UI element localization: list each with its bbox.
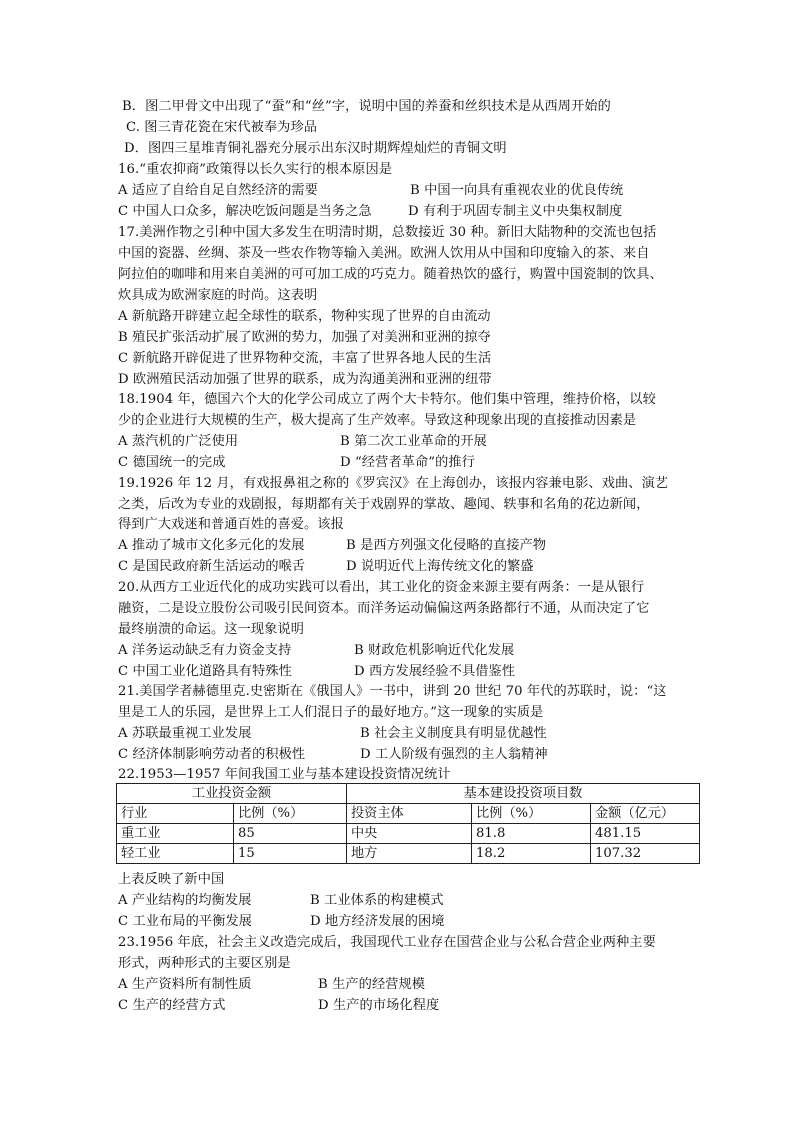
q20-options-row1	[118, 640, 515, 661]
table-header-cell: 比例（%）	[234, 804, 347, 824]
table-group-header-industrial: 工业投资金额	[117, 784, 347, 804]
q19-options-row2	[118, 556, 534, 577]
q22-option-b: B 工业体系的构建模式	[310, 893, 444, 908]
q23-stem-line1: 23.1956 年底，社会主义改造完成后，我国现代工业存在国营企业与公私合营企业两种主要	[118, 935, 656, 950]
q18-option-b: B 第二次工业革命的开展	[340, 434, 487, 449]
q22-options-row1	[118, 890, 444, 911]
q17-option-d: D 欧洲殖民活动加强了世界的联系，成为沟通美洲和亚洲的纽带	[118, 372, 492, 387]
q17-stem-line3: 阿拉伯的咖啡和用来自美洲的可可加工成的巧克力。随着热饮的盛行，购置中国瓷制的饮具、	[118, 267, 663, 282]
q23-option-c: C 生产的经营方式	[118, 998, 226, 1013]
q22-investment-table	[116, 783, 700, 864]
q23-option-a: A 生产资料所有制性质	[118, 977, 252, 992]
table-group-header-construction: 基本建设投资项目数	[347, 784, 700, 804]
q22-option-d: D 地方经济发展的困境	[310, 914, 445, 929]
q19-option-b: B 是西方列强文化侵略的直接产物	[346, 538, 547, 553]
q16-stem: 16.“重农抑商”政策得以长久实行的根本原因是	[118, 162, 393, 177]
q19-stem-line3: 得到广大戏迷和普通百姓的喜爱。该报	[118, 517, 344, 532]
table-cell: 481.15	[591, 824, 700, 844]
q19-stem-line2: 之类，后改为专业的戏剧报，每期都有关于戏剧界的掌故、趣闻、轶事和名角的花边新闻，	[118, 497, 650, 512]
q20-option-b: B 财政危机影响近代化发展	[354, 643, 515, 658]
table-cell: 107.32	[591, 844, 700, 864]
q15-option-d: D．图四三星堆青铜礼器充分展示出东汉时期辉煌灿烂的青铜文明	[124, 141, 507, 156]
table-cell: 中央	[347, 824, 472, 844]
table-cell: 重工业	[117, 824, 234, 844]
q19-stem-line1: 19.1926 年 12 月，有戏报鼻祖之称的《罗宾汉》在上海创办，该报内容兼电影、戏曲、演艺	[118, 476, 669, 491]
q19-option-d: D 说明近代上海传统文化的繁盛	[346, 559, 534, 574]
q21-option-a: A 苏联最重视工业发展	[118, 726, 252, 741]
q18-option-c: C 德国统一的完成	[118, 455, 226, 470]
q20-option-a: A 洋务运动缺乏有力资金支持	[118, 643, 292, 658]
q20-stem-line3: 最终崩溃的命运。这一现象说明	[118, 622, 305, 637]
q21-options-row2	[118, 744, 548, 765]
q15-option-c: C. 图三青花瓷在宋代被奉为珍品	[126, 120, 318, 135]
q20-stem-line2: 融资，二是设立股份公司吸引民间资本。而洋务运动偏偏这两条路都行不通，从而决定了它	[118, 601, 650, 616]
q22-option-c: C 工业布局的平衡发展	[118, 914, 253, 929]
table-cell: 81.8	[472, 824, 591, 844]
table-header-cell: 金额（亿元）	[591, 804, 700, 824]
q23-options-row2	[118, 995, 440, 1016]
q23-options-row1	[118, 974, 426, 995]
q17-stem-line2: 中国的瓷器、丝绸、茶及一些农作物等输入美洲。欧洲人饮用从中国和印度输入的茶、来自	[118, 246, 650, 261]
q19-options-row1	[118, 535, 547, 556]
q22-option-a: A 产业结构的均衡发展	[118, 893, 252, 908]
q16-options-row2	[118, 201, 623, 222]
q18-stem-line1: 18.1904 年，德国六个大的化学公司成立了两个大卡特尔。他们集中管理，维持价格，以较	[118, 392, 656, 407]
table-column-header-row	[117, 804, 700, 824]
table-header-cell: 比例（%）	[472, 804, 591, 824]
q20-option-d: D 西方发展经验不具借鉴性	[354, 664, 516, 679]
q18-stem-line2: 少的企业进行大规模的生产，极大提高了生产效率。导致这种现象出现的直接推动因素是	[118, 413, 637, 428]
q23-stem-line2: 形式，两种形式的主要区别是	[118, 956, 291, 971]
q20-stem-line1: 20.从西方工业近代化的成功实践可以看出，其工业化的资金来源主要有两条：一是从银行	[118, 580, 645, 595]
q20-option-c: C 中国工业化道路具有特殊性	[118, 664, 292, 679]
q21-stem-line2: 里是工人的乐园，是世界上工人们混日子的最好地方。”这一现象的实质是	[118, 705, 544, 720]
q18-options-row2	[118, 452, 475, 473]
q21-option-c: C 经济体制影响劳动者的积极性	[118, 747, 306, 762]
q23-option-d: D 生产的市场化程度	[318, 998, 440, 1013]
q20-options-row2	[118, 661, 516, 682]
q17-stem-line1: 17.美洲作物之引种中国大多发生在明清时期，总数接近 30 种。新旧大陆物种的交流也包括	[118, 225, 657, 240]
table-row	[117, 824, 700, 844]
table-header-cell: 行业	[117, 804, 234, 824]
table-row	[117, 844, 700, 864]
q16-option-c: C 中国人口众多，解决吃饭问题是当务之急	[118, 204, 372, 219]
q17-stem-line4: 炊具成为欧洲家庭的时尚。这表明	[118, 288, 318, 303]
q16-options-row1	[118, 180, 624, 201]
q16-option-a: A 适应了自给自足自然经济的需要	[118, 183, 318, 198]
table-cell: 15	[234, 844, 347, 864]
q18-option-a: A 蒸汽机的广泛使用	[118, 434, 239, 449]
q18-option-d: D “经营者革命”的推行	[340, 455, 475, 470]
q15-option-b: B．图二甲骨文中出现了“蚕”和“丝”字，说明中国的养蚕和丝织技术是从西周开始的	[122, 99, 611, 114]
q17-option-b: B 殖民扩张活动扩展了欧洲的势力，加强了对美洲和亚洲的掠夺	[118, 330, 491, 345]
q16-option-d: D 有利于巩固专制主义中央集权制度	[408, 204, 623, 219]
q17-option-c: C 新航路开辟促进了世界物种交流，丰富了世界各地人民的生活	[118, 351, 492, 366]
q18-options-row1	[118, 431, 487, 452]
table-group-header-row	[117, 784, 700, 804]
q16-option-b: B 中国一向具有重视农业的优良传统	[410, 183, 624, 198]
q19-option-a: A 推动了城市文化多元化的发展	[118, 538, 305, 553]
q23-option-b: B 生产的经营规模	[318, 977, 426, 992]
q22-options-row2	[118, 911, 445, 932]
table-cell: 地方	[347, 844, 472, 864]
q22-after-table: 上表反映了新中国	[118, 872, 225, 887]
q21-option-b: B 社会主义制度具有明显优越性	[360, 726, 547, 741]
table-cell: 18.2	[472, 844, 591, 864]
table-header-cell: 投资主体	[347, 804, 472, 824]
table-cell: 85	[234, 824, 347, 844]
q21-stem-line1: 21.美国学者赫德里克.史密斯在《俄国人》一书中，讲到 20 世纪 70 年代的苏联时，说：“这	[118, 684, 667, 699]
q17-option-a: A 新航路开辟建立起全球性的联系，物种实现了世界的自由流动	[118, 309, 491, 324]
q19-option-c: C 是国民政府新生活运动的喉舌	[118, 559, 306, 574]
table-cell: 轻工业	[117, 844, 234, 864]
q21-option-d: D 工人阶级有强烈的主人翁精神	[360, 747, 548, 762]
q22-stem: 22.1953—1957 年间我国工业与基本建设投资情况统计	[118, 767, 451, 782]
q21-options-row1	[118, 723, 547, 744]
